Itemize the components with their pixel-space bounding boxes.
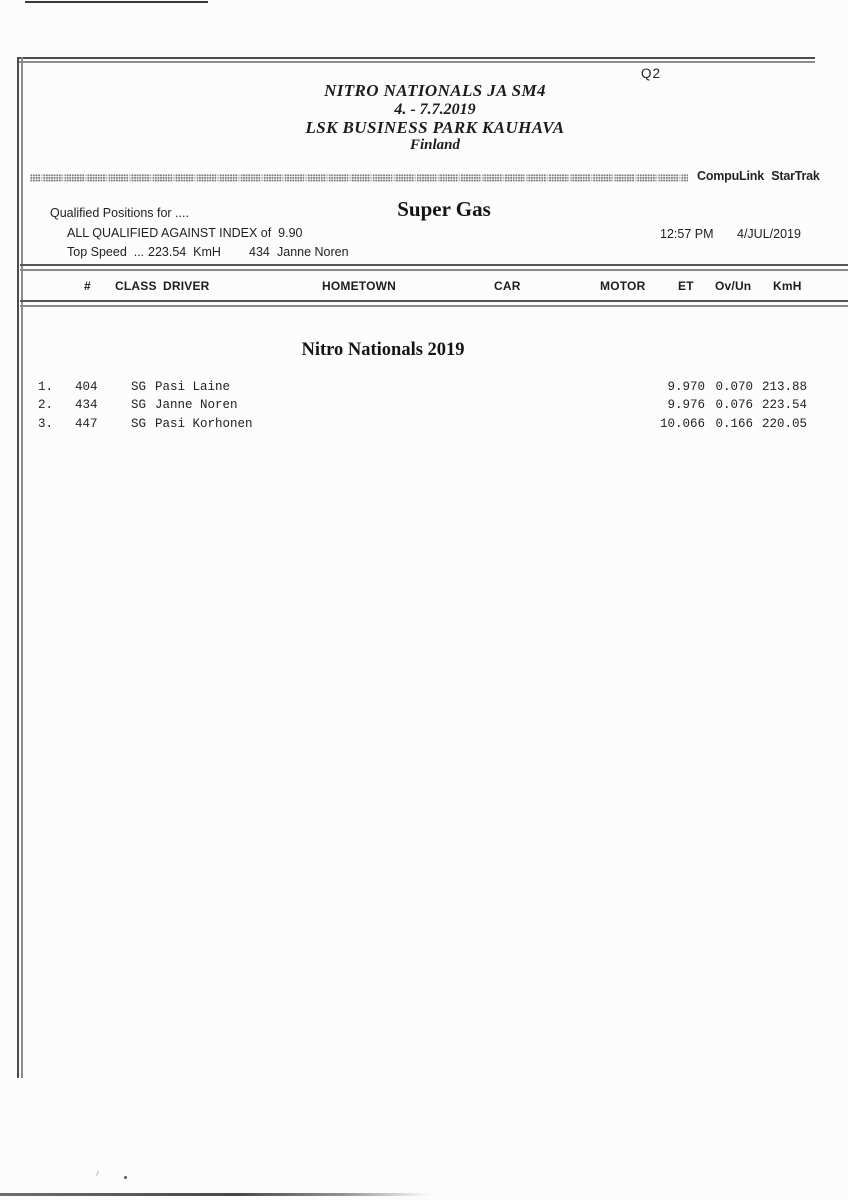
top-speed-value: 223.54 KmH — [148, 245, 221, 259]
cell-class: SG — [131, 398, 147, 413]
column-header-number: # — [84, 279, 91, 293]
cell-car-number: 447 — [75, 416, 98, 431]
print-time: 12:57 PM — [660, 227, 714, 241]
column-header-hometown: HOMETOWN — [322, 279, 397, 293]
cell-et: 10.066 — [659, 416, 705, 431]
result-row — [0, 398, 848, 414]
cell-position: 1. — [38, 380, 54, 394]
cell-kmh: 220.05 — [761, 416, 807, 431]
event-venue: LSK BUSINESS PARK KAUHAVA — [305, 117, 565, 137]
cell-class: SG — [131, 380, 147, 394]
page-frame-left-border — [17, 57, 23, 1078]
table-header-rule-bottom — [20, 300, 848, 307]
cell-car-number: 434 — [75, 398, 98, 413]
column-header-class: CLASS — [115, 279, 157, 293]
top-speed-driver: Janne Noren — [277, 245, 349, 259]
scan-artifact-bottom-line — [0, 1193, 430, 1196]
index-note: ALL QUALIFIED AGAINST INDEX of 9.90 — [67, 226, 303, 240]
column-header-motor: MOTOR — [600, 279, 646, 293]
category-title: Super Gas — [397, 197, 491, 221]
column-header-kmh: KmH — [773, 279, 802, 293]
cell-position: 3. — [38, 416, 54, 431]
qualified-positions-label: Qualified Positions for .... — [50, 206, 189, 220]
page-frame-top-border — [17, 57, 815, 63]
column-header-ovun: Ov/Un — [715, 279, 752, 293]
cell-ovun: 0.070 — [715, 380, 753, 394]
result-row — [0, 417, 848, 433]
scan-artifact-top-line — [25, 1, 208, 3]
timing-system-brand: CompuLink StarTrak — [697, 169, 820, 183]
event-title-block — [135, 82, 735, 154]
cell-car-number: 404 — [75, 380, 98, 394]
top-speed-car-number: 434 — [249, 245, 270, 259]
cell-position: 2. — [38, 398, 54, 413]
cell-ovun: 0.076 — [715, 398, 753, 413]
scan-speck-dot — [124, 1176, 127, 1179]
section-title: Nitro Nationals 2019 — [301, 340, 465, 360]
print-date: 4/JUL/2019 — [737, 227, 801, 241]
column-header-et: ET — [678, 279, 694, 293]
cell-kmh: 213.88 — [761, 380, 807, 394]
scan-speck-slash — [96, 1171, 99, 1176]
round-label: Q2 — [641, 66, 662, 81]
cell-kmh: 223.54 — [761, 398, 807, 413]
cell-et: 9.976 — [667, 398, 705, 413]
event-country: Finland — [409, 136, 461, 153]
dotted-separator-band — [30, 174, 688, 182]
cell-ovun: 0.166 — [715, 416, 753, 431]
cell-driver: Pasi Korhonen — [155, 416, 253, 431]
cell-driver: Pasi Laine — [155, 380, 231, 394]
cell-et: 9.970 — [667, 380, 705, 394]
result-row — [0, 380, 848, 396]
cell-class: SG — [131, 416, 147, 431]
event-dates: 4. - 7.7.2019 — [394, 100, 476, 118]
column-header-car: CAR — [494, 279, 521, 293]
top-speed-label: Top Speed ... — [67, 245, 145, 259]
cell-driver: Janne Noren — [155, 398, 238, 413]
table-header-rule-top — [20, 264, 848, 271]
event-title: NITRO NATIONALS JA SM4 — [324, 81, 546, 100]
column-header-driver: DRIVER — [163, 279, 210, 293]
